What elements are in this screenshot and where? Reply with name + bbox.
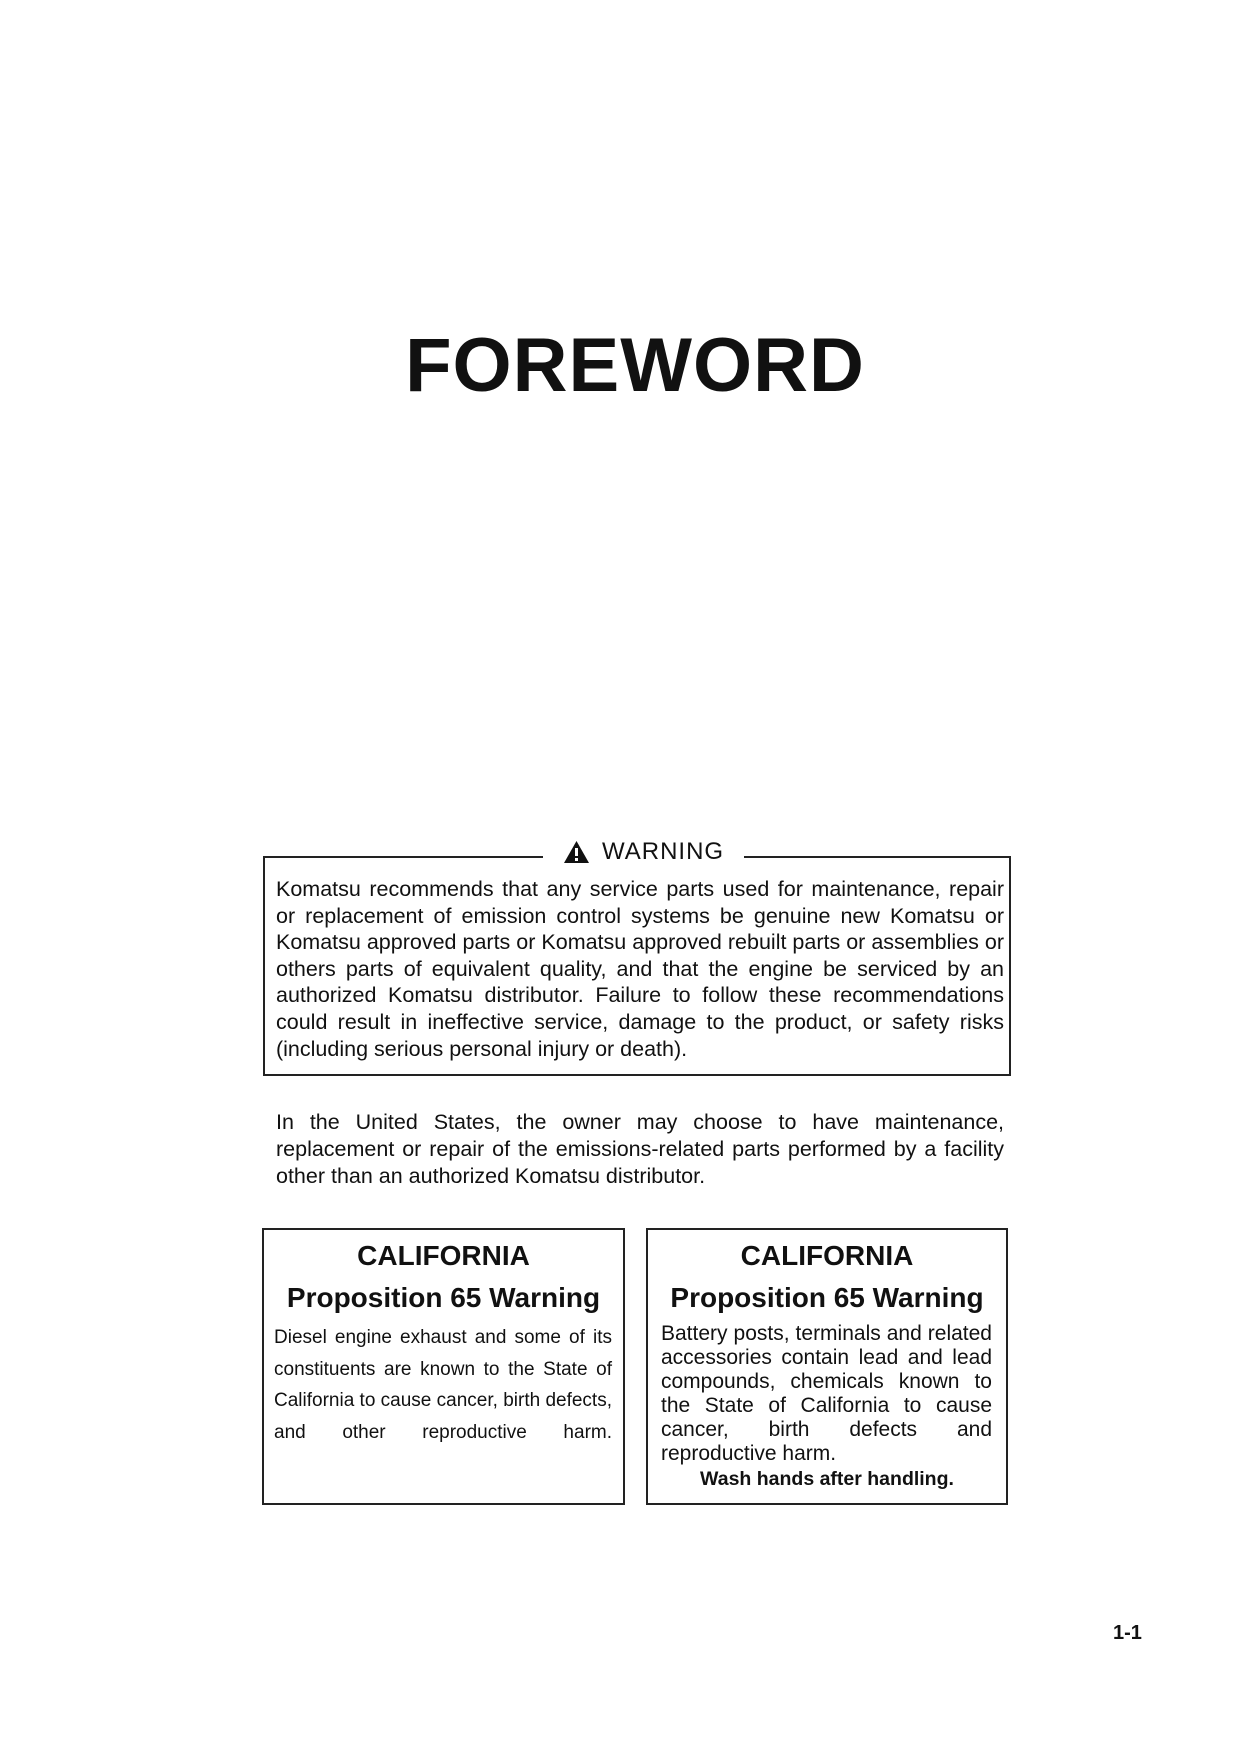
warning-text: Komatsu recommends that any service parts used for maintenance, repair or replacement of emission control systems be genuine new Komatsu or Komatsu approved parts or Komatsu approved rebuilt parts or assemblies or others parts of equivalent quality, and that the engine be serviced by an authorized Komatsu distributor. Failure to follow these recommendations could result in ineffective service, damage to the product, or safety risks (including serious personal injury or death). [276, 877, 1004, 1061]
page-number: 1-1 [1113, 1622, 1142, 1644]
prop65-heading: Proposition 65 Warning [670, 1282, 984, 1313]
prop65-state-title: CALIFORNIA [357, 1240, 530, 1271]
prop65-body: Diesel engine exhaust and some of its constituents are known to the State of California to cause cancer, birth defects, and other reproductive harm. [274, 1327, 612, 1443]
prop65-heading: Proposition 65 Warning [286, 1282, 601, 1313]
emissions-service-paragraph: In the United States, the owner may choose to have maintenance, replacement or repair of the emissions-related parts performed by a facility other than an authorized Komatsu distributor. [276, 1110, 1004, 1188]
prop65-state-title: CALIFORNIA [740, 1240, 914, 1271]
prop65-body: Battery posts, terminals and related accessories contain lead and lead compounds, chemicals known to the State of California to cause cancer, birth defects and reproductive harm. [661, 1322, 992, 1465]
page-title: FOREWORD [405, 323, 865, 408]
warning-header [543, 832, 744, 872]
warning-label: WARNING [602, 838, 725, 865]
wash-hands-notice: Wash hands after handling. [700, 1468, 954, 1490]
prop65-warning-diesel [262, 1228, 625, 1505]
warning-triangle-icon [563, 840, 590, 864]
prop65-warning-battery [646, 1228, 1008, 1505]
